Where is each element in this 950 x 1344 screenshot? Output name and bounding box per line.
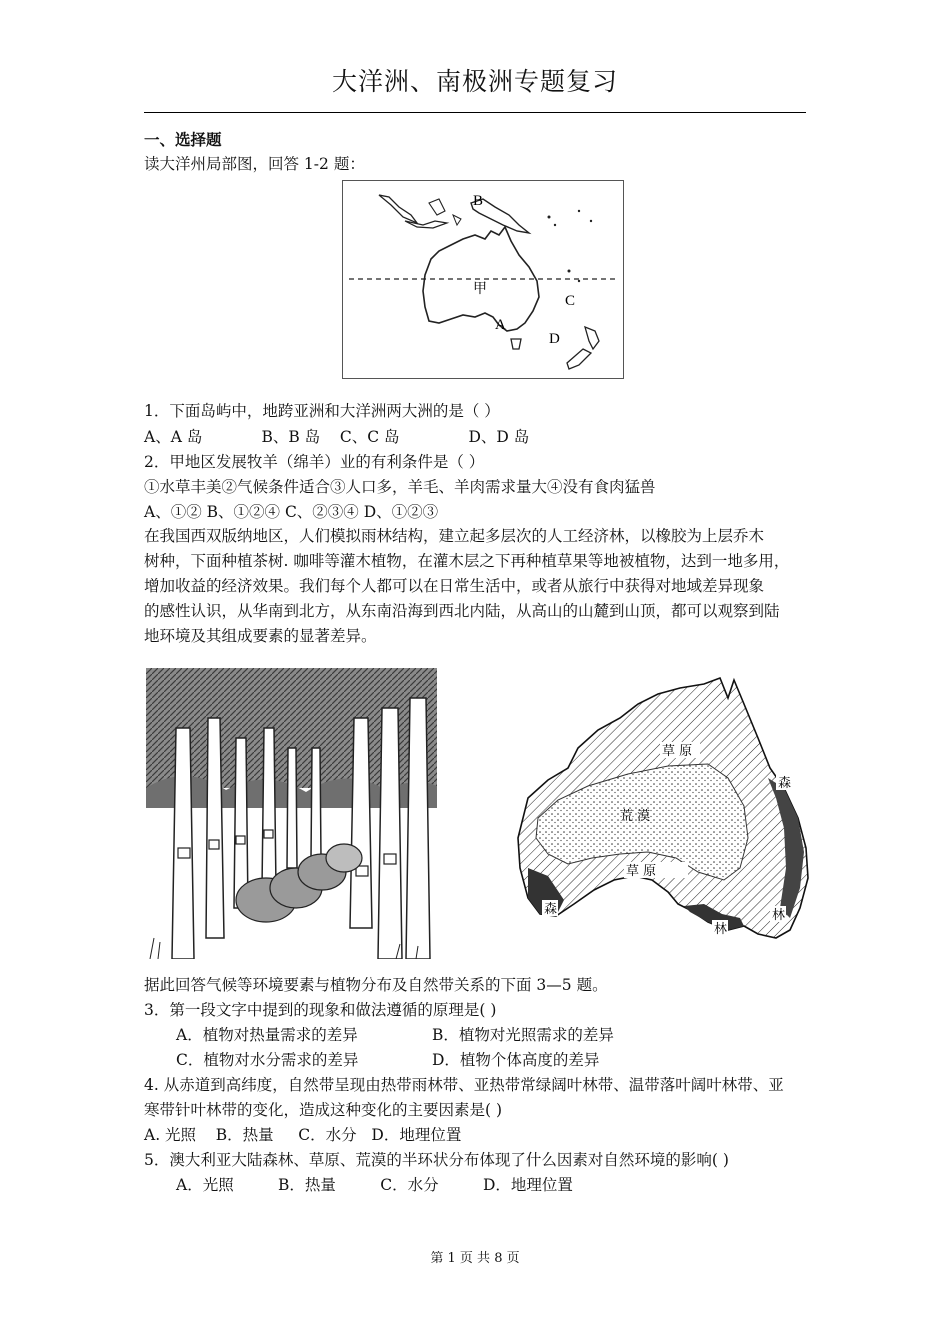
q2-options: A、①② B、①②④ C、②③④ D、①②③ [144, 503, 439, 521]
map2-label-huangmo: 荒 漠 [620, 809, 651, 824]
map1-label-c: C [565, 293, 576, 309]
map1-label-a: A [495, 317, 506, 333]
q4-stem-line-2: 寒带针叶林带的变化，造成这种变化的主要因素是( ) [144, 1101, 503, 1119]
passage-line-5: 地环境及其组成要素的显著差异。 [144, 627, 377, 645]
oceania-map-drawing [343, 181, 623, 378]
q3-option-b: B．植物对光照需求的差异 [432, 1026, 614, 1044]
q4-stem-line-1: 4. 从赤道到高纬度，自然带呈现由热带雨林带、亚热带常绿阔叶林带、温带落叶阔叶林带、亚 [144, 1076, 784, 1094]
passage-line-2: 树种，下面种植茶树. 咖啡等灌木植物，在灌木层之下再种植草果等地被植物，达到一地多用， [144, 552, 790, 570]
oceania-map [342, 180, 624, 379]
q3-option-d: D．植物个体高度的差异 [432, 1051, 600, 1069]
q2-stem: 2．甲地区发展牧羊（绵羊）业的有利条件是（ ） [144, 453, 485, 471]
page-title: 大洋洲、南极洲专题复习 [331, 67, 618, 96]
q4-options: A. 光照 B．热量 C．水分 D．地理位置 [144, 1126, 462, 1144]
map2-label-lin-east: 林 [772, 908, 786, 923]
q5-stem: 5．澳大利亚大陆森林、草原、荒漠的半环状分布体现了什么因素对自然环境的影响( ) [144, 1151, 729, 1169]
map2-label-lin-south: 林 [714, 922, 728, 937]
title-divider [144, 112, 806, 113]
map2-label-caoyuan-south: 草 原 [626, 864, 657, 879]
page-footer: 第 1 页 共 8 页 [430, 1251, 520, 1266]
passage-line-4: 的感性认识，从华南到北方，从东南沿海到西北内陆，从高山的山麓到山顶，都可以观察到陆 [144, 602, 780, 620]
section-heading: 一、选择题 [144, 130, 222, 149]
map1-label-d: D [549, 331, 560, 347]
intro-text-2: 据此回答气候等环境要素与植物分布及自然带关系的下面 3—5 题。 [144, 976, 608, 994]
q1-stem: 1．下面岛屿中，地跨亚洲和大洋洲两大洲的是（ ） [144, 402, 500, 420]
map2-label-caoyuan-north: 草 原 [662, 744, 693, 759]
map1-label-b: B [473, 193, 484, 209]
q1-options: A、A 岛 B、B 岛 C、C 岛 D、D 岛 [144, 428, 530, 446]
passage-line-3: 增加收益的经济效果。我们每个人都可以在日常生活中，或者从旅行中获得对地域差异现象 [144, 577, 765, 595]
q3-option-c: C．植物对水分需求的差异 [176, 1051, 359, 1069]
intro-text-1: 读大洋州局部图，回答 1-2 题： [144, 155, 365, 173]
australia-vegetation-map [508, 668, 814, 950]
map2-label-sen-southwest: 森 [544, 902, 558, 917]
passage-line-1: 在我国西双版纳地区，人们模拟雨林结构，建立起多层次的人工经济林，以橡胶为上层乔木 [144, 527, 765, 545]
q2-conditions: ①水草丰美②气候条件适合③人口多，羊毛、羊肉需求量大④没有食肉猛兽 [144, 478, 656, 496]
q5-options: A．光照 B．热量 C．水分 D．地理位置 [176, 1176, 573, 1194]
q3-stem: 3．第一段文字中提到的现象和做法遵循的原理是( ) [144, 1001, 497, 1019]
map2-label-sen-east: 森 [778, 776, 792, 791]
map1-label-jia: 甲 [473, 281, 487, 297]
rubber-plantation-illustration [146, 668, 437, 959]
q3-option-a: A．植物对热量需求的差异 [176, 1026, 358, 1044]
